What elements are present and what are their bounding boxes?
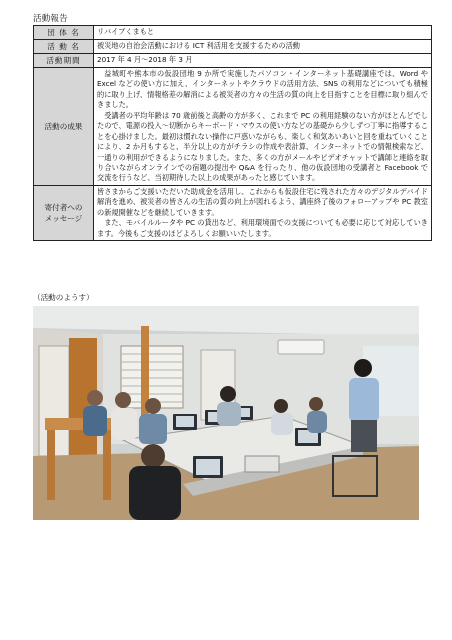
photo-caption: （活動のようす） bbox=[33, 293, 94, 302]
row-activity-name bbox=[34, 40, 432, 54]
report-table bbox=[33, 25, 432, 241]
row-results bbox=[34, 68, 432, 186]
value-donor-message bbox=[94, 185, 432, 240]
results-paragraph-2: 受講者の平均年齢は 70 歳前後と高齢の方が多く、これまで PC の利用経験のない方がほとんどでしたので、電源の投入～切断からキーボード・マウスの使い方などの基礎から少しずつ丁寧に指導することを心掛けました。最初は慣れない操作に戸惑いながらも、楽しく和気あいあいと回を重ねていくことにより、2 か月もすると、半分以上の方がチラシの作成や表計算、インターネットでの情報検索など、一通りの利用ができるようになりました。また、多くの方がメールやビデオチャットで講師と連絡を取り合いながらオンラインでの宿題の提出や Q&A を行ったり、他の仮設団地の受講者と Facebook で交流を行うなど、当初期待した以上の成果があったと感じています。 bbox=[97, 110, 428, 183]
label-organization: 団 体 名 bbox=[34, 26, 94, 40]
value-results bbox=[94, 68, 432, 186]
row-organization bbox=[34, 26, 432, 40]
value-activity-name: 被災地の自治会活動における ICT 利活用を支援するための活動 bbox=[94, 40, 432, 54]
row-donor-message bbox=[34, 185, 432, 240]
label-donor-message-line2: メッセージ bbox=[44, 213, 83, 223]
donor-paragraph-1: 皆さまからご支援いただいた助成金を活用し、これからも仮設住宅に残された方々のデジタルデバイド解消を進め、被災者の皆さんの生活の質の向上が図れるよう、講座終了後のフォローアップや PC 教室の新規開催などを継続していきます。 bbox=[97, 186, 428, 217]
label-donor-message bbox=[34, 185, 94, 240]
row-activity-period bbox=[34, 54, 432, 68]
label-donor-message-line1: 寄付者への bbox=[44, 202, 83, 212]
report-heading: 活動報告 bbox=[33, 14, 68, 24]
activity-photo bbox=[33, 306, 419, 520]
value-organization: リバイブくまもと bbox=[94, 26, 432, 40]
label-activity-period: 活動期間 bbox=[34, 54, 94, 68]
value-activity-period: 2017 年 4 月～2018 年 3 月 bbox=[94, 54, 432, 68]
label-activity-name: 活 動 名 bbox=[34, 40, 94, 54]
label-results: 活動の成果 bbox=[34, 68, 94, 186]
donor-paragraph-2: また、モバイルルータや PC の貸出など、利用環境面での支援についても必要に応じて対応していきます。今後もご支援のほどよろしくお願いいたします。 bbox=[97, 218, 428, 238]
results-paragraph-1: 益城町や熊本市の仮設団地 9 か所で実施したパソコン・インターネット基礎講座では、Word や Excel などの使い方に加え、インターネットやクラウドの活用方法、SNS の利用などについても積極的に取り上げ、情報格差の解消による被災者の方々の生活の質の向上を目指すことを目標に取り組んできました。 bbox=[97, 69, 428, 110]
